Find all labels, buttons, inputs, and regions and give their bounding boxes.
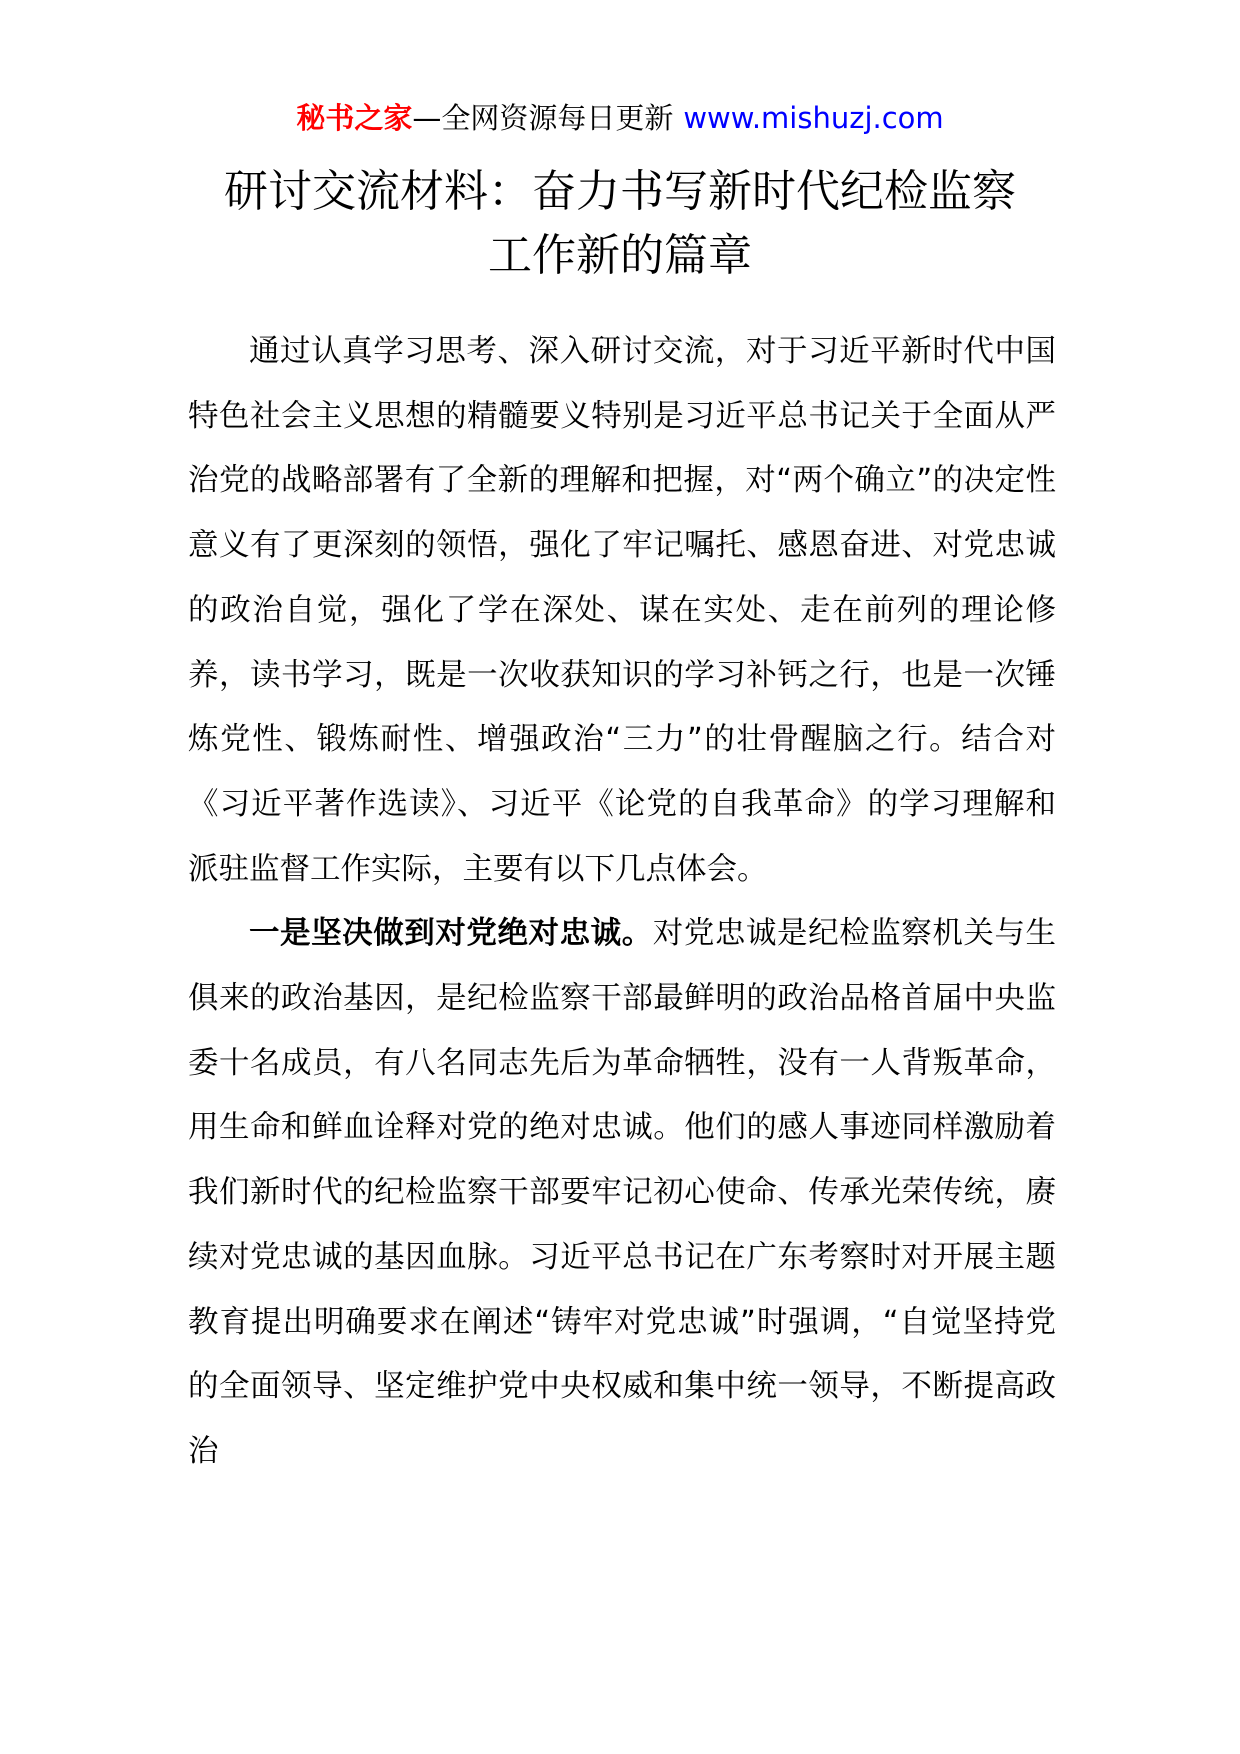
paragraph-intro [188,320,1056,902]
title-line-1: 研讨交流材料：奋力书写新时代纪检监察 [224,166,1016,217]
site-header [0,98,1240,138]
document-title [0,160,1240,288]
paragraph-loyalty [188,902,1056,1484]
brand-name: 秘书之家 [296,101,413,135]
paragraph-lead-heading: 一是坚决做到对党绝对忠诚。 [249,916,653,952]
document-body [188,320,1056,1485]
site-url-link[interactable]: www.mishuzj.com [683,101,944,135]
header-tagline: —全网资源每日更新 [412,101,674,135]
paragraph-text: 对党忠诚是纪检监察机关与生俱来的政治基因，是纪检监察干部最鲜明的政治品格首届中央监委十名成员，有八名同志先后为革命牺牲，没有一人背叛革命，用生命和鲜血诠释对党的绝对忠诚。他们的感人事迹同样激励着我们新时代的纪检监察干部要牢记初心使命、传承光荣传统，赓续对党忠诚的基因血脉。习近平总书记在广东考察时对开展主题教育提出明确要求在阐述“铸牢对党忠诚”时强调，“自觉坚持党的全面领导、坚定维护党中央权威和集中统一领导，不断提高政治 [188,916,1057,1469]
paragraph-text: 通过认真学习思考、深入研讨交流，对于习近平新时代中国特色社会主义思想的精髓要义特别是习近平总书记关于全面从严治党的战略部署有了全新的理解和把握，对“两个确立”的决定性意义有了更深刻的领悟，强化了牢记嘱托、感恩奋进、对党忠诚的政治自觉，强化了学在深处、谋在实处、走在前列的理论修养，读书学习，既是一次收获知识的学习补钙之行，也是一次锤炼党性、锻炼耐性、增强政治“三力”的壮骨醒脑之行。结合对《习近平著作选读》、习近平《论党的自我革命》的学习理解和派驻监督工作实际，主要有以下几点体会。 [188,334,1056,887]
title-line-2: 工作新的篇章 [488,230,752,281]
